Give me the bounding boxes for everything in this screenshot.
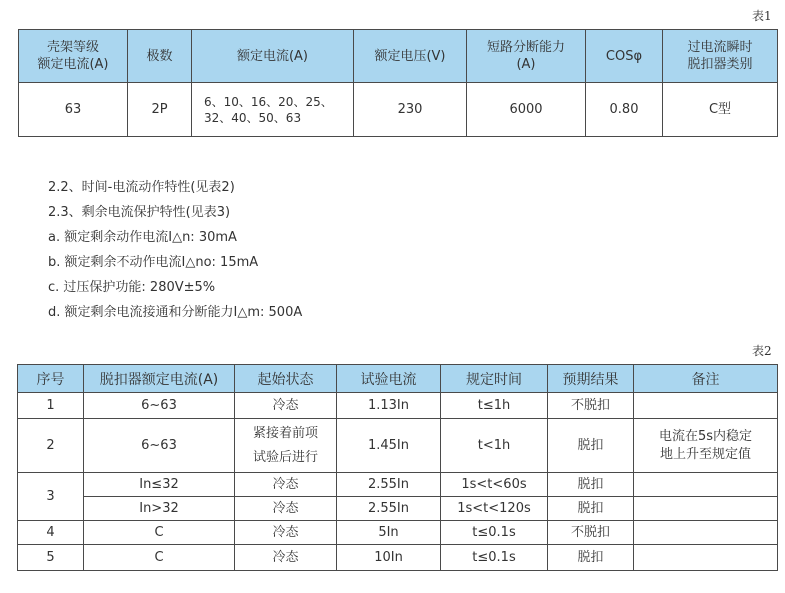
cell-time: t<1h — [441, 419, 548, 473]
cell-state: 紧接着前项 试验后进行 — [235, 419, 337, 473]
cell-trip-type: C型 — [663, 83, 778, 137]
paragraph: b. 额定剩余不动作电流I△no: 15mA — [48, 255, 259, 270]
cell-state: 冷态 — [235, 473, 337, 497]
paragraph: c. 过压保护功能: 280V±5% — [48, 280, 216, 295]
cell-state: 冷态 — [235, 521, 337, 545]
cell-no: 5 — [18, 545, 84, 571]
cell-frame-current: 63 — [19, 83, 128, 137]
cell-time: t≤0.1s — [441, 545, 548, 571]
cell-test: 5In — [337, 521, 441, 545]
cell-test: 1.45In — [337, 419, 441, 473]
cell-current: 6~63 — [84, 393, 235, 419]
paragraph: 2.2、时间-电流动作特性(见表2) — [48, 180, 235, 195]
cell-note: 电流在5s内稳定 地上升至规定值 — [634, 419, 778, 473]
cell-state: 冷态 — [235, 393, 337, 419]
header-poles: 极数 — [128, 30, 192, 83]
cell-no: 1 — [18, 393, 84, 419]
cell-result: 脱扣 — [548, 497, 634, 521]
cell-current: In>32 — [84, 497, 235, 521]
paragraph: 2.3、剩余电流保护特性(见表3) — [48, 205, 231, 220]
cell-result: 脱扣 — [548, 473, 634, 497]
header-trip-type: 过电流瞬时 脱扣器类别 — [663, 30, 778, 83]
cell-test: 2.55In — [337, 473, 441, 497]
header-breaking-capacity: 短路分断能力 (A) — [467, 30, 586, 83]
header-initial-state: 起始状态 — [235, 365, 337, 393]
paragraph: a. 额定剩余动作电流I△n: 30mA — [48, 230, 237, 245]
table-row — [19, 83, 778, 137]
cell-rated-voltage: 230 — [354, 83, 467, 137]
cell-note — [634, 545, 778, 571]
header-rated-current: 额定电流(A) — [192, 30, 354, 83]
table2-caption: 表2 — [752, 344, 772, 358]
header-cos-phi: COSφ — [586, 30, 663, 83]
table-row — [18, 545, 778, 571]
cell-result: 脱扣 — [548, 419, 634, 473]
header-time: 规定时间 — [441, 365, 548, 393]
paragraph: d. 额定剩余电流接通和分断能力I△m: 500A — [48, 305, 303, 320]
cell-state: 冷态 — [235, 545, 337, 571]
header-rated-voltage: 额定电压(V) — [354, 30, 467, 83]
cell-note — [634, 473, 778, 497]
cell-note — [634, 521, 778, 545]
cell-poles: 2P — [128, 83, 192, 137]
cell-time: 1s<t<60s — [441, 473, 548, 497]
cell-time: t≤0.1s — [441, 521, 548, 545]
header-no: 序号 — [18, 365, 84, 393]
header-trip-current: 脱扣器额定电流(A) — [84, 365, 235, 393]
cell-test: 2.55In — [337, 497, 441, 521]
table2-header-row — [18, 365, 778, 393]
cell-cos-phi: 0.80 — [586, 83, 663, 137]
cell-time: 1s<t<120s — [441, 497, 548, 521]
cell-current: In≤32 — [84, 473, 235, 497]
table-row — [18, 393, 778, 419]
characteristics-text — [48, 175, 302, 325]
table-row — [18, 521, 778, 545]
table1-header-row — [19, 30, 778, 83]
cell-current: 6~63 — [84, 419, 235, 473]
cell-current: C — [84, 521, 235, 545]
header-test-current: 试验电流 — [337, 365, 441, 393]
header-result: 预期结果 — [548, 365, 634, 393]
cell-result: 不脱扣 — [548, 521, 634, 545]
cell-state: 冷态 — [235, 497, 337, 521]
cell-no: 3 — [18, 473, 84, 521]
cell-rated-current: 6、10、16、20、25、 32、40、50、63 — [192, 83, 354, 137]
time-current-table — [17, 364, 778, 571]
cell-note — [634, 497, 778, 521]
header-note: 备注 — [634, 365, 778, 393]
cell-no: 2 — [18, 419, 84, 473]
cell-breaking-capacity: 6000 — [467, 83, 586, 137]
table-row — [18, 497, 778, 521]
table1-caption: 表1 — [752, 9, 772, 23]
cell-test: 10In — [337, 545, 441, 571]
cell-current: C — [84, 545, 235, 571]
cell-note — [634, 393, 778, 419]
table-row — [18, 473, 778, 497]
cell-result: 不脱扣 — [548, 393, 634, 419]
cell-time: t≤1h — [441, 393, 548, 419]
cell-result: 脱扣 — [548, 545, 634, 571]
header-frame-current: 壳架等级 额定电流(A) — [19, 30, 128, 83]
table-row — [18, 419, 778, 473]
breaker-spec-table — [18, 29, 778, 137]
cell-test: 1.13In — [337, 393, 441, 419]
cell-no: 4 — [18, 521, 84, 545]
